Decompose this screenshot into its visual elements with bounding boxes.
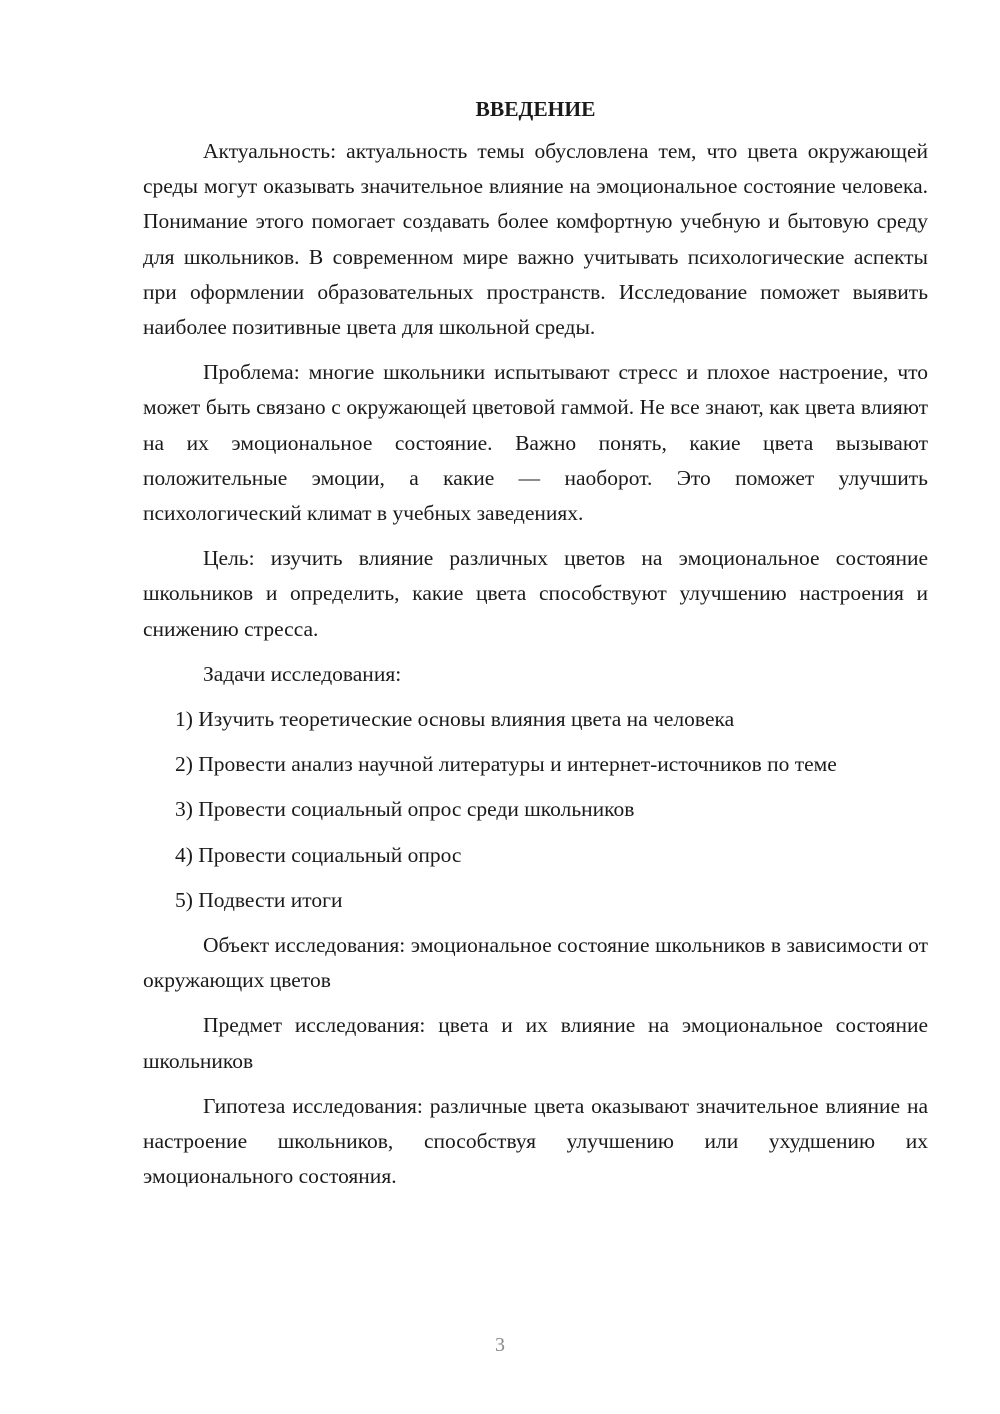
relevance-paragraph: Актуальность: актуальность темы обусловлена тем, что цвета окружающей среды могут оказывать значительное влияние на эмоциональное состояние человека. Понимание этого помогает создавать более комфортную учебную и бытовую среду для школьников. В современном мире важно учитывать психологические аспекты при оформлении образовательных пространств. Исследование поможет выявить наиболее позитивные цвета для школьной среды. [143, 139, 928, 340]
task-item: 5) Подвести итоги [175, 887, 343, 912]
hypothesis-paragraph: Гипотеза исследования: различные цвета оказывают значительное влияние на настроение школьников, способствуя улучшению или ухудшению их эмоционального состояния. [143, 1093, 928, 1189]
document-page [143, 92, 928, 1204]
task-item: 1) Изучить теоретические основы влияния цвета на человека [175, 707, 735, 732]
tasks-heading: Задачи исследования: [203, 661, 402, 686]
section-title: ВВЕДЕНИЕ [475, 97, 596, 121]
goal-paragraph: Цель: изучить влияние различных цветов на эмоциональное состояние школьников и определить, какие цвета способствуют улучшению настроения и снижению стресса. [143, 546, 928, 641]
task-item: 3) Провести социальный опрос среди школьников [175, 797, 635, 822]
task-item: 2) Провести анализ научной литературы и интернет-источников по теме [175, 752, 837, 777]
problem-paragraph: Проблема: многие школьники испытывают стресс и плохое настроение, что может быть связано с окружающей цветовой гаммой. Не все знают, как цвета влияют на их эмоциональное состояние. Важно понять, какие цвета вызывают положительные эмоции, а какие — наоборот. Это поможет улучшить психологический климат в учебных заведениях. [143, 360, 928, 526]
subject-paragraph: Предмет исследования: цвета и их влияние на эмоциональное состояние школьников [143, 1013, 928, 1073]
object-paragraph: Объект исследования: эмоциональное состояние школьников в зависимости от окружающих цветов [143, 933, 928, 993]
page-number: 3 [495, 1334, 505, 1356]
task-item: 4) Провести социальный опрос [175, 842, 462, 867]
